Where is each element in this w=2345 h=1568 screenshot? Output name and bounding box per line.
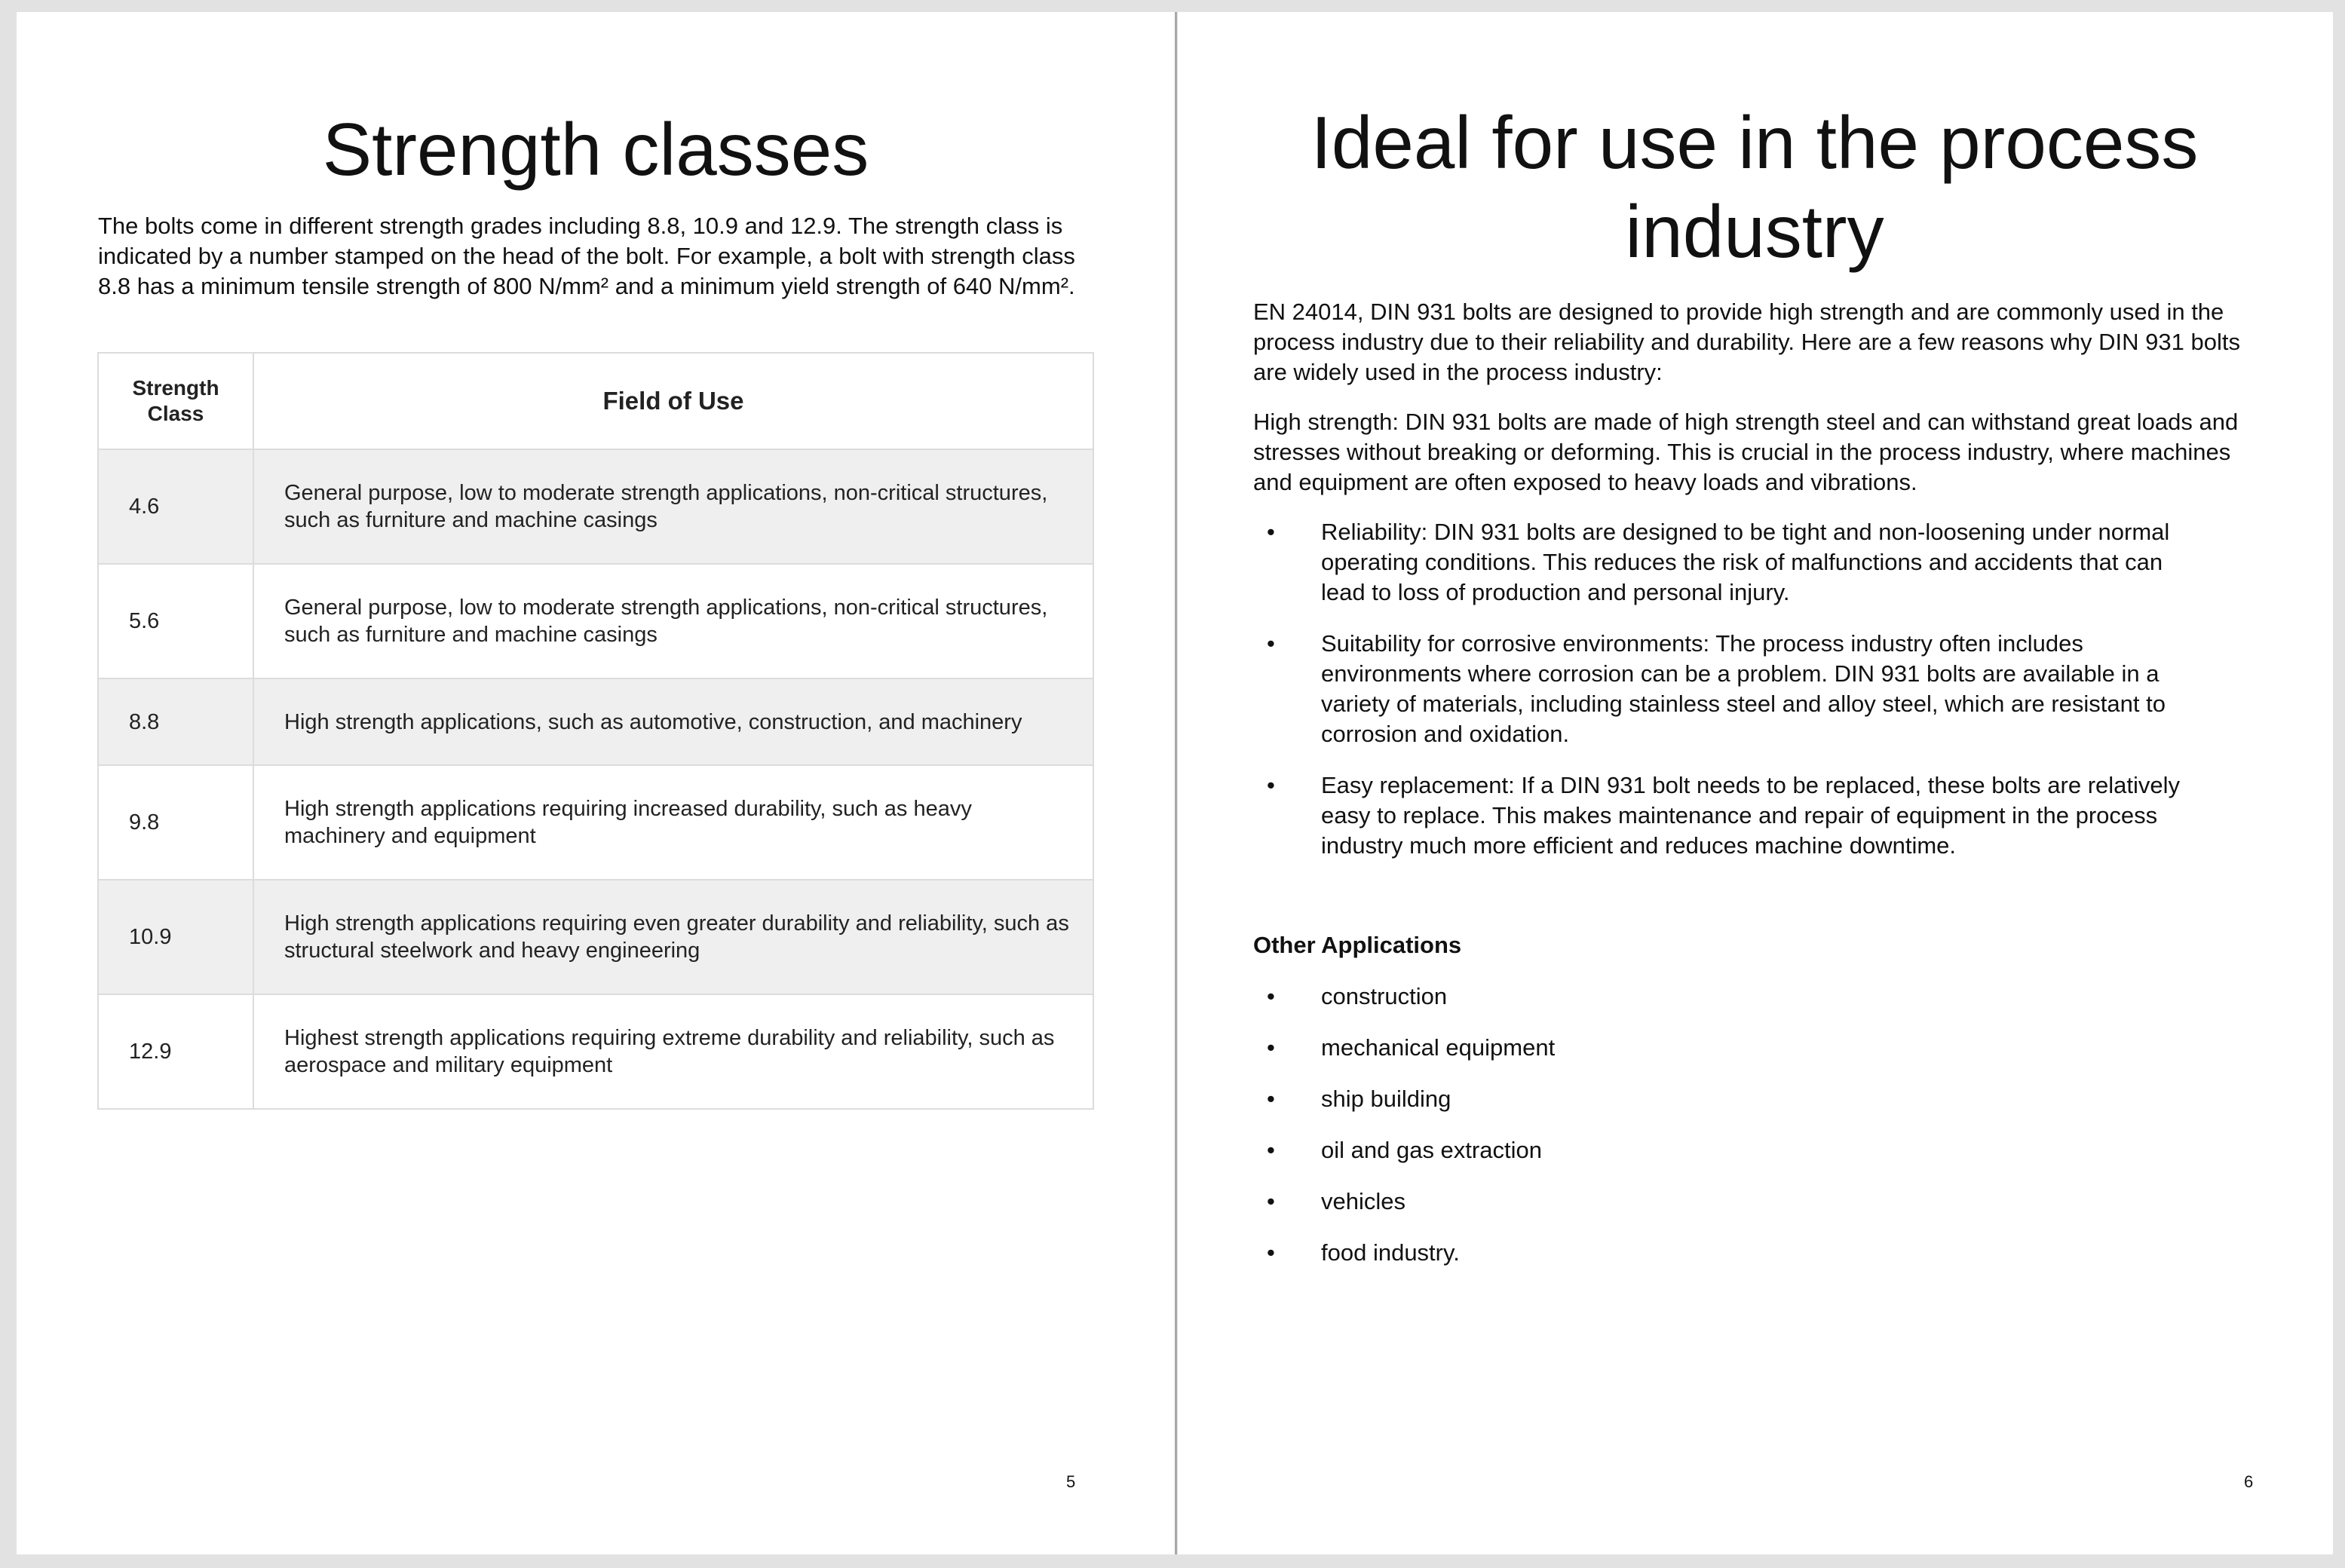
field-of-use-cell: High strength applications requiring increased durability, such as heavy machinery and equipment xyxy=(253,765,1093,880)
page-title: Strength classes xyxy=(322,108,869,191)
bullet-icon: • xyxy=(1267,1034,1275,1061)
applications-list xyxy=(1253,982,2007,1289)
header-strength-class-label: Strength Class xyxy=(132,376,219,425)
table-row xyxy=(98,678,1093,765)
list-item xyxy=(1253,517,2188,608)
list-item xyxy=(1253,1135,2007,1165)
bullet-icon: • xyxy=(1267,772,1275,798)
page-divider xyxy=(1175,12,1177,1554)
header-field-of-use: Field of Use xyxy=(253,353,1093,449)
field-of-use-cell: Highest strength applications requiring extreme durability and reliability, such as aerospace and military equipment xyxy=(253,994,1093,1109)
field-of-use-cell: High strength applications requiring even greater durability and reliability, such as structural steelwork and heavy engineering xyxy=(253,880,1093,994)
bullet-icon: • xyxy=(1267,983,1275,1009)
intro-paragraph: EN 24014, DIN 931 bolts are designed to provide high strength and are commonly used in the process industry due to their reliability and durability. Here are a few reasons why DIN 931 bolts are widely used in the process industry: xyxy=(1253,299,2240,385)
page-title: Ideal for use in the process industry xyxy=(1310,101,2199,273)
bullet-icon: • xyxy=(1267,1086,1275,1112)
strength-class-cell: 9.8 xyxy=(98,765,253,880)
list-item-text: Easy replacement: If a DIN 931 bolt needs to be replaced, these bolts are relatively easy to replace. This makes maintenance and repair of equipment in the process industry much more efficient and reduces machine downtime. xyxy=(1321,772,2181,859)
high-strength-paragraph: High strength: DIN 931 bolts are made of high strength steel and can withstand great loads and stresses without breaking or deforming. This is crucial in the process industry, where machines and equipment are often exposed to heavy loads and vibrations. xyxy=(1253,409,2239,495)
list-item xyxy=(1253,1238,2007,1268)
table-row xyxy=(98,564,1093,678)
strength-class-cell: 12.9 xyxy=(98,994,253,1109)
bullet-icon: • xyxy=(1267,1239,1275,1266)
list-item-text: vehicles xyxy=(1321,1188,1405,1214)
list-item-text: ship building xyxy=(1321,1086,1451,1112)
list-item-text: oil and gas extraction xyxy=(1321,1137,1542,1163)
field-of-use-cell: General purpose, low to moderate strength applications, non-critical structures, such as furniture and machine casings xyxy=(253,564,1093,678)
field-of-use-cell: General purpose, low to moderate strength applications, non-critical structures, such as furniture and machine casings xyxy=(253,449,1093,564)
list-item xyxy=(1253,629,2188,749)
right-page xyxy=(1178,12,2333,1554)
list-item xyxy=(1253,1033,2007,1063)
table-header-row xyxy=(98,353,1093,449)
bullet-icon: • xyxy=(1267,1188,1275,1214)
page-number: 5 xyxy=(1066,1472,1076,1491)
list-item-text: Reliability: DIN 931 bolts are designed to be tight and non-loosening under normal operating conditions. This reduces the risk of malfunctions and accidents that can lead to loss of production and personal injury. xyxy=(1321,519,2170,605)
table-row xyxy=(98,765,1093,880)
intro-paragraph: The bolts come in different strength grades including 8.8, 10.9 and 12.9. The strength class is indicated by a number stamped on the head of the bolt. For example, a bolt with strength class 8.8 has a minimum tensile strength of 800 N/mm² and a minimum yield strength of 640 N/mm². xyxy=(98,213,1075,299)
bullet-icon: • xyxy=(1267,1137,1275,1163)
strength-class-table xyxy=(97,352,1094,1110)
list-item xyxy=(1253,1187,2007,1217)
other-applications-heading: Other Applications xyxy=(1253,932,1462,958)
strength-class-cell: 4.6 xyxy=(98,449,253,564)
list-item-text: mechanical equipment xyxy=(1321,1034,1556,1061)
reasons-list xyxy=(1253,517,2188,882)
table-row xyxy=(98,994,1093,1109)
left-page xyxy=(17,12,1175,1554)
header-strength-class xyxy=(98,353,253,449)
list-item-text: Suitability for corrosive environments: The process industry often includes environments where corrosion can be a problem. DIN 931 bolts are available in a variety of materials, including stainless steel and alloy steel, which are resistant to corrosion and oxidation. xyxy=(1321,630,2166,747)
list-item-text: food industry. xyxy=(1321,1239,1460,1266)
field-of-use-cell: High strength applications, such as automotive, construction, and machinery xyxy=(253,678,1093,765)
strength-class-cell: 10.9 xyxy=(98,880,253,994)
list-item xyxy=(1253,1084,2007,1114)
table-row xyxy=(98,449,1093,564)
list-item-text: construction xyxy=(1321,983,1448,1009)
list-item xyxy=(1253,770,2188,861)
page-number: 6 xyxy=(2244,1472,2254,1491)
strength-class-cell: 5.6 xyxy=(98,564,253,678)
list-item xyxy=(1253,982,2007,1012)
strength-class-cell: 8.8 xyxy=(98,678,253,765)
table-row xyxy=(98,880,1093,994)
bullet-icon: • xyxy=(1267,519,1275,545)
bullet-icon: • xyxy=(1267,630,1275,657)
